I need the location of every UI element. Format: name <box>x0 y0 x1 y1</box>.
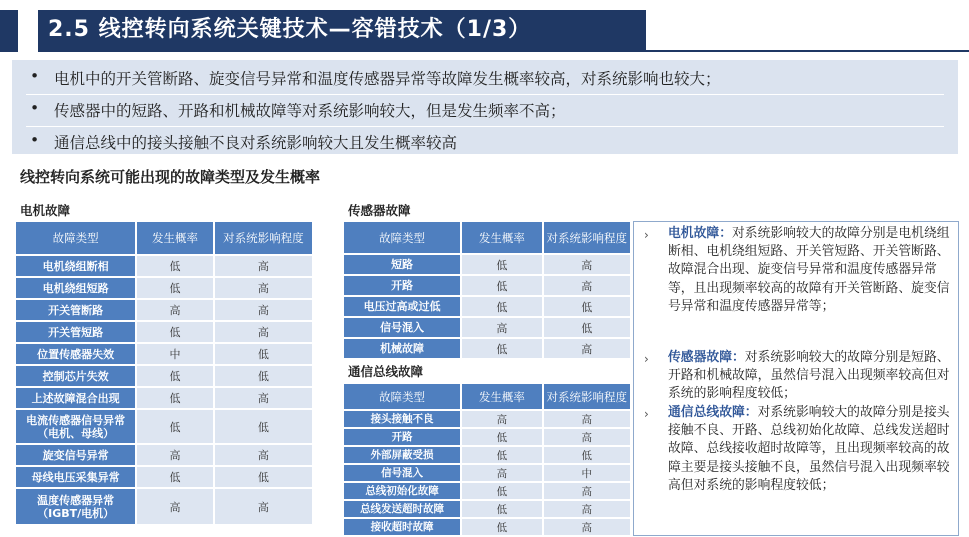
note-text: 对系统影响较大的故障分别是短路、开路和机械故障，虽然信号混入出现频率较高但对系统的影响程度较低； <box>668 350 950 402</box>
fault-type-cell: 旋变信号异常 <box>15 444 136 466</box>
fault-type-cell: 外部屏蔽受损 <box>343 446 461 464</box>
fault-type-cell: 接头接触不良 <box>343 410 461 428</box>
table-row <box>343 464 631 482</box>
probability-cell: 低 <box>461 500 542 518</box>
fault-type-cell: 开路 <box>343 275 461 296</box>
col-header-probability: 发生概率 <box>461 383 542 410</box>
probability-cell: 低 <box>136 365 213 387</box>
fault-type-cell: 机械故障 <box>343 338 461 359</box>
fault-type-cell: 开关管短路 <box>15 321 136 343</box>
analysis-notes-box <box>633 221 959 536</box>
table-row <box>15 409 313 444</box>
col-header-impact: 对系统影响程度 <box>214 221 313 255</box>
probability-cell: 低 <box>461 482 542 500</box>
bullet-text: 电机中的开关管断路、旋变信号异常和温度传感器异常等故障发生概率较高，对系统影响也较大； <box>54 70 721 88</box>
fault-type-cell: 位置传感器失效 <box>15 343 136 365</box>
fault-type-cell: 温度传感器异常（IGBT/电机） <box>15 488 136 525</box>
impact-cell: 低 <box>214 466 313 488</box>
probability-cell: 低 <box>461 428 542 446</box>
note-keyword: 通信总线故障： <box>668 405 758 420</box>
probability-cell: 低 <box>136 277 213 299</box>
impact-cell: 高 <box>214 387 313 409</box>
table-row <box>15 488 313 525</box>
fault-type-cell: 信号混入 <box>343 317 461 338</box>
impact-cell: 低 <box>543 446 631 464</box>
page-title: 2.5 线控转向系统关键技术—容错技术（1/3） <box>38 10 646 50</box>
header-accent-bar <box>0 10 18 52</box>
probability-cell: 低 <box>461 338 542 359</box>
table-row <box>15 365 313 387</box>
table-row <box>15 255 313 277</box>
fault-type-cell: 电压过高或过低 <box>343 296 461 317</box>
fault-type-cell: 上述故障混合出现 <box>15 387 136 409</box>
fault-type-cell: 控制芯片失效 <box>15 365 136 387</box>
motor-fault-table <box>14 220 314 526</box>
note-bus <box>668 404 954 495</box>
sensor-fault-label: 传感器故障 <box>348 203 411 218</box>
note-keyword: 电机故障： <box>668 226 732 241</box>
probability-cell: 高 <box>461 410 542 428</box>
table-row <box>15 387 313 409</box>
probability-cell: 低 <box>461 518 542 536</box>
bullet-text: 通信总线中的接头接触不良对系统影响较大且发生概率较高 <box>54 134 458 152</box>
note-keyword: 传感器故障： <box>668 350 745 365</box>
col-header-fault-type: 故障类型 <box>343 221 461 254</box>
table-row <box>15 321 313 343</box>
impact-cell: 高 <box>214 277 313 299</box>
summary-bullets <box>12 60 958 154</box>
impact-cell: 高 <box>543 338 631 359</box>
divider <box>26 94 944 95</box>
table-row <box>343 275 631 296</box>
impact-cell: 高 <box>214 488 313 525</box>
table-row <box>343 482 631 500</box>
fault-type-cell: 总线初始化故障 <box>343 482 461 500</box>
impact-cell: 高 <box>543 500 631 518</box>
table-row <box>343 317 631 338</box>
header-underline <box>38 50 969 52</box>
table-row <box>343 500 631 518</box>
impact-cell: 高 <box>543 254 631 275</box>
table-row <box>343 518 631 536</box>
table-row <box>343 428 631 446</box>
impact-cell: 高 <box>543 410 631 428</box>
probability-cell: 低 <box>136 255 213 277</box>
fault-type-cell: 电流传感器信号异常（电机、母线） <box>15 409 136 444</box>
note-text: 对系统影响较大的故障分别是电机绕组断相、电机绕组短路、开关管短路、开关管断路、故障混合出现、旋变信号异常和温度传感器异常等，且出现频率较高的故障有开关管断路、旋变信号异常和温度传感器异常等； <box>668 226 950 314</box>
table-row <box>15 343 313 365</box>
probability-cell: 低 <box>461 296 542 317</box>
table-row <box>343 410 631 428</box>
probability-cell: 低 <box>461 446 542 464</box>
impact-cell: 低 <box>214 409 313 444</box>
bus-fault-table <box>342 382 632 537</box>
probability-cell: 高 <box>136 444 213 466</box>
table-row <box>343 338 631 359</box>
sensor-fault-table <box>342 220 632 360</box>
fault-type-cell: 总线发送超时故障 <box>343 500 461 518</box>
chevron-right-icon: › <box>644 228 649 242</box>
bullet-text: 传感器中的短路、开路和机械故障等对系统影响较大，但是发生频率不高； <box>54 102 566 120</box>
chevron-right-icon: › <box>644 407 649 421</box>
col-header-probability: 发生概率 <box>461 221 542 254</box>
probability-cell: 高 <box>136 488 213 525</box>
note-text: 对系统影响较大的故障分别是接头接触不良、开路、总线初始化故障、总线发送超时故障、总线接收超时故障等，且出现频率较高的故障主要是接头接触不良，虽然信号混入出现频率较高但对系统的影响程度较低； <box>668 405 950 493</box>
col-header-probability: 发生概率 <box>136 221 213 255</box>
impact-cell: 高 <box>214 444 313 466</box>
probability-cell: 低 <box>461 254 542 275</box>
probability-cell: 低 <box>136 466 213 488</box>
divider <box>26 126 944 127</box>
fault-type-cell: 开路 <box>343 428 461 446</box>
fault-type-cell: 电机绕组短路 <box>15 277 136 299</box>
col-header-impact: 对系统影响程度 <box>543 383 631 410</box>
impact-cell: 高 <box>543 428 631 446</box>
fault-type-cell: 接收超时故障 <box>343 518 461 536</box>
impact-cell: 高 <box>214 321 313 343</box>
impact-cell: 高 <box>543 518 631 536</box>
fault-type-cell: 母线电压采集异常 <box>15 466 136 488</box>
probability-cell: 低 <box>136 409 213 444</box>
impact-cell: 高 <box>543 482 631 500</box>
chevron-right-icon: › <box>644 352 649 366</box>
impact-cell: 高 <box>543 275 631 296</box>
probability-cell: 高 <box>461 464 542 482</box>
note-motor <box>668 225 954 316</box>
bullet-item <box>30 131 457 153</box>
probability-cell: 中 <box>136 343 213 365</box>
bullet-item <box>30 99 566 121</box>
table-row <box>15 444 313 466</box>
bus-fault-label: 通信总线故障 <box>348 364 424 379</box>
impact-cell: 低 <box>214 343 313 365</box>
impact-cell: 低 <box>214 365 313 387</box>
table-row <box>15 277 313 299</box>
note-sensor <box>668 349 954 404</box>
impact-cell: 高 <box>214 255 313 277</box>
fault-type-cell: 电机绕组断相 <box>15 255 136 277</box>
col-header-impact: 对系统影响程度 <box>543 221 631 254</box>
impact-cell: 低 <box>543 317 631 338</box>
probability-cell: 高 <box>136 299 213 321</box>
bullet-item <box>30 67 721 89</box>
col-header-fault-type: 故障类型 <box>15 221 136 255</box>
fault-type-cell: 信号混入 <box>343 464 461 482</box>
impact-cell: 中 <box>543 464 631 482</box>
probability-cell: 低 <box>461 275 542 296</box>
col-header-fault-type: 故障类型 <box>343 383 461 410</box>
impact-cell: 低 <box>543 296 631 317</box>
probability-cell: 低 <box>136 321 213 343</box>
probability-cell: 低 <box>136 387 213 409</box>
table-row <box>15 466 313 488</box>
motor-fault-label: 电机故障 <box>20 203 71 218</box>
table-row <box>15 299 313 321</box>
table-row <box>343 446 631 464</box>
table-row <box>343 296 631 317</box>
section-heading: 线控转向系统可能出现的故障类型及发生概率 <box>20 168 321 186</box>
probability-cell: 高 <box>461 317 542 338</box>
fault-type-cell: 开关管断路 <box>15 299 136 321</box>
fault-type-cell: 短路 <box>343 254 461 275</box>
impact-cell: 高 <box>214 299 313 321</box>
table-row <box>343 254 631 275</box>
